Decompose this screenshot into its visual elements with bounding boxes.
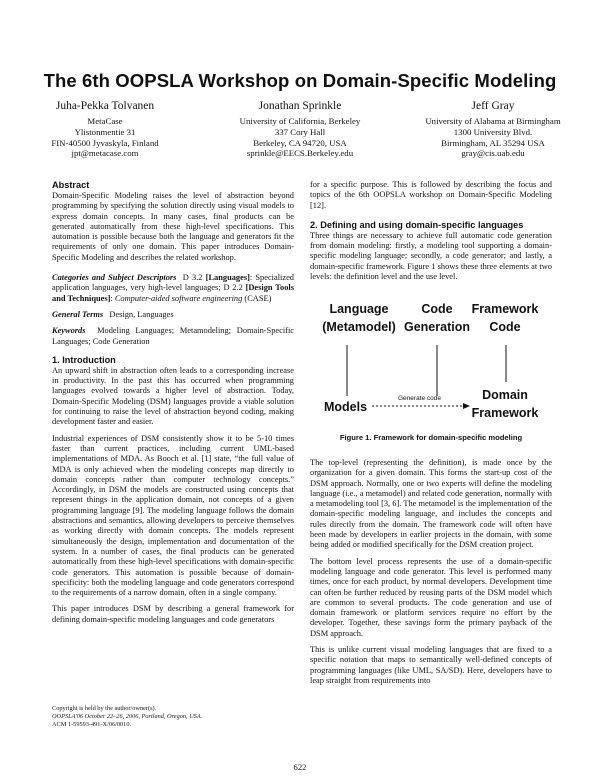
general-terms bbox=[52, 310, 294, 320]
author-email: sprinkle@EECS.Berkeley.edu bbox=[246, 148, 354, 159]
intro-paragraph-3: This paper introduces DSM by describing a general framework for defining domain-specific modeling languages and code generators bbox=[52, 604, 294, 624]
general-terms-text: Design, Languages bbox=[109, 309, 174, 319]
section2-paragraph-1: Three things are necessary to achieve full automatic code generation from domain modeling: firstly, a modeling tool supporting a domain-specific modeling language; secondly, a code generator; and lastly, a domain-specific framework. Figure 1 shows these three elements at two levels: the definition level and the use level. bbox=[310, 230, 552, 282]
figure-label-line: Code bbox=[489, 320, 521, 334]
copyright-line: Copyright is held by the author/owner(s). bbox=[52, 705, 157, 712]
categories-term: [Design Tools and Techniques] bbox=[52, 283, 294, 303]
author-email: jpt@metacase.com bbox=[71, 148, 139, 159]
author-affiliation: MetaCase bbox=[87, 116, 123, 126]
categories-term: [Languages] bbox=[205, 273, 250, 283]
right-column-bottom bbox=[310, 458, 552, 686]
figure-label-line: (Metamodel) bbox=[322, 320, 396, 334]
keywords bbox=[52, 326, 294, 347]
author-address: Ylistonmentie 31 bbox=[74, 126, 136, 137]
author-name: Juha-Pekka Tolvanen bbox=[55, 100, 155, 112]
categories-italic: Computer-aided software engineering bbox=[114, 293, 243, 303]
author-address: 337 Cory Hall bbox=[274, 126, 326, 137]
categories-text: (CASE) bbox=[242, 293, 272, 303]
keywords-label: Keywords bbox=[52, 326, 86, 336]
figure-label-line: Framework bbox=[471, 302, 539, 316]
figure-label-domain-framework bbox=[460, 386, 550, 422]
intro-heading: 1. Introduction bbox=[52, 354, 116, 365]
intro-paragraph-2: Industrial experiences of DSM consistently show it to be 5-10 times faster than current practices, including current UML-based implementations of MDA. As Booch et al. [1] state, “the full value of MDA is only achieved when the modeling concepts map directly to domain concepts rather than computer technology concepts.” Accordingly, in DSM the models are constructed using concepts that represent things in the application domain, not concepts of a given programming language [9]. The modeling language follows the domain abstractions and semantics, allowing developers to perceive themselves as working directly with domain concepts. The models represent simultaneously the design, implementation and documentation of the system. In a number of cases, the final products can be generated automatically from these high-level specifications with domain-specific code generators. This automation is possible because of domain-specificity: both the modeling language and code generators correspond to the requirements of a narrow domain, often in a single company. bbox=[52, 433, 294, 598]
author-address: 1300 University Blvd. bbox=[453, 126, 533, 137]
categories-sep: : bbox=[110, 293, 115, 303]
author-affiliation: University of California, Berkeley bbox=[239, 116, 361, 126]
keywords-text: Modeling Languages; Metamodeling; Domain-Specific Languages; Code Generation bbox=[52, 326, 294, 346]
right-column-top bbox=[310, 180, 552, 282]
figure-label-line: Framework bbox=[471, 406, 539, 420]
figure-label-line: Language bbox=[329, 302, 389, 316]
author-affiliation: University of Alabama at Birmingham bbox=[425, 116, 561, 126]
author-city: FIN-40500 Jyvaskyla, Finland bbox=[51, 137, 159, 148]
figure-label-models: Models bbox=[324, 400, 368, 414]
intro-continued: for a specific purpose. This is followed by describing the focus and topics of the 6th OOPSLA workshop on Domain-Specific Modeling [12]. bbox=[310, 180, 552, 210]
author-name: Jonathan Sprinkle bbox=[258, 100, 342, 112]
author-email: gray@cis.uab.edu bbox=[461, 148, 525, 159]
section2-paragraph-3: The bottom level process represents the use of a domain-specific modeling language and code generator. This level is performed many times, once for each product, by normal developers. Development time can often be further reduced by reusing parts of the DSM model which are common to several products. The code generation and use of domain framework or platform services require no effort by the developer. Together, these savings form the primary payback of the DSM approach. bbox=[310, 556, 552, 638]
section2-paragraph-2: The top-level (representing the definition), is made once by the organization for a given domain. This forms the start-up cost of the DSM approach. Normally, one or two experts will define the modeling language (i.e., a metamodel) and related code generation, normally with a metamodeling tool [3, 6]. The metamodel is the implementation of the domain-specific modeling language, and includes the concepts and rules directly from the domain. The framework code will often have been made by developers in earlier projects in the domain, with some being added or modified specifically for the DSM creation project. bbox=[310, 458, 552, 550]
page-number: 622 bbox=[293, 762, 307, 772]
section2-paragraph-4: This is unlike current visual modeling languages that are fixed to a specific notation that maps to semantically well-defined concepts of programming languages (like UML, SA/SD). Here, developers have to leap straight from requirements into bbox=[310, 645, 552, 685]
copyright-line: ACM 1-59593-491-X/06/0010. bbox=[52, 721, 132, 728]
intro-paragraph-1: An upward shift in abstraction often leads to a corresponding increase in productivity. In the past this has occurred when programming languages evolved towards a higher level of abstraction. Today, Domain-Specific Modeling (DSM) languages provide a viable solution for continuing to raise the level of abstraction beyond coding, making development faster and easier. bbox=[52, 365, 294, 427]
paper-title: The 6th OOPSLA Workshop on Domain-Specific Modeling bbox=[43, 70, 557, 91]
abstract-text: Domain-Specific Modeling raises the level of abstraction beyond programming by specifying the solution directly using visual models to express domain concepts. In many cases, final products can be generated automatically from these high-level specifications. This automation is possible because both the language and generators fit the requirements of only one domain. This paper introduces Domain-Specific Modeling and describes the related workshop. bbox=[52, 191, 294, 262]
copyright-line: OOPSLA'06 October 22–26, 2006, Portland, Oregon, USA. bbox=[52, 713, 203, 720]
author-block-2 bbox=[205, 100, 395, 159]
categories-text: : Specialized application languages, very high-level languages; D 2.2 bbox=[52, 273, 294, 293]
figure-label-line: Code bbox=[421, 302, 453, 316]
section2-heading: 2. Defining and using domain-specific languages bbox=[310, 219, 524, 230]
author-city: Birmingham, AL 35294 USA bbox=[441, 137, 545, 148]
general-terms-label: General Terms bbox=[52, 309, 104, 319]
categories bbox=[52, 273, 294, 304]
figure-label-line: Generation bbox=[404, 320, 470, 334]
author-city: Berkeley, CA 94720, USA bbox=[253, 137, 347, 148]
author-block-1 bbox=[10, 100, 200, 159]
categories-label: Categories and Subject Descriptors bbox=[52, 273, 177, 283]
figure-1 bbox=[310, 300, 552, 440]
figure-label-generate-code: Generate code bbox=[398, 395, 442, 402]
abstract-heading: Abstract bbox=[52, 180, 90, 190]
categories-text: D 3.2 bbox=[182, 273, 206, 283]
copyright-notice bbox=[52, 705, 302, 729]
author-name: Jeff Gray bbox=[471, 100, 515, 112]
author-block-3 bbox=[398, 100, 588, 159]
figure-caption: Figure 1. Framework for domain-specific modeling bbox=[339, 433, 523, 442]
left-column bbox=[52, 180, 294, 625]
figure-label-line: Domain bbox=[482, 388, 528, 402]
